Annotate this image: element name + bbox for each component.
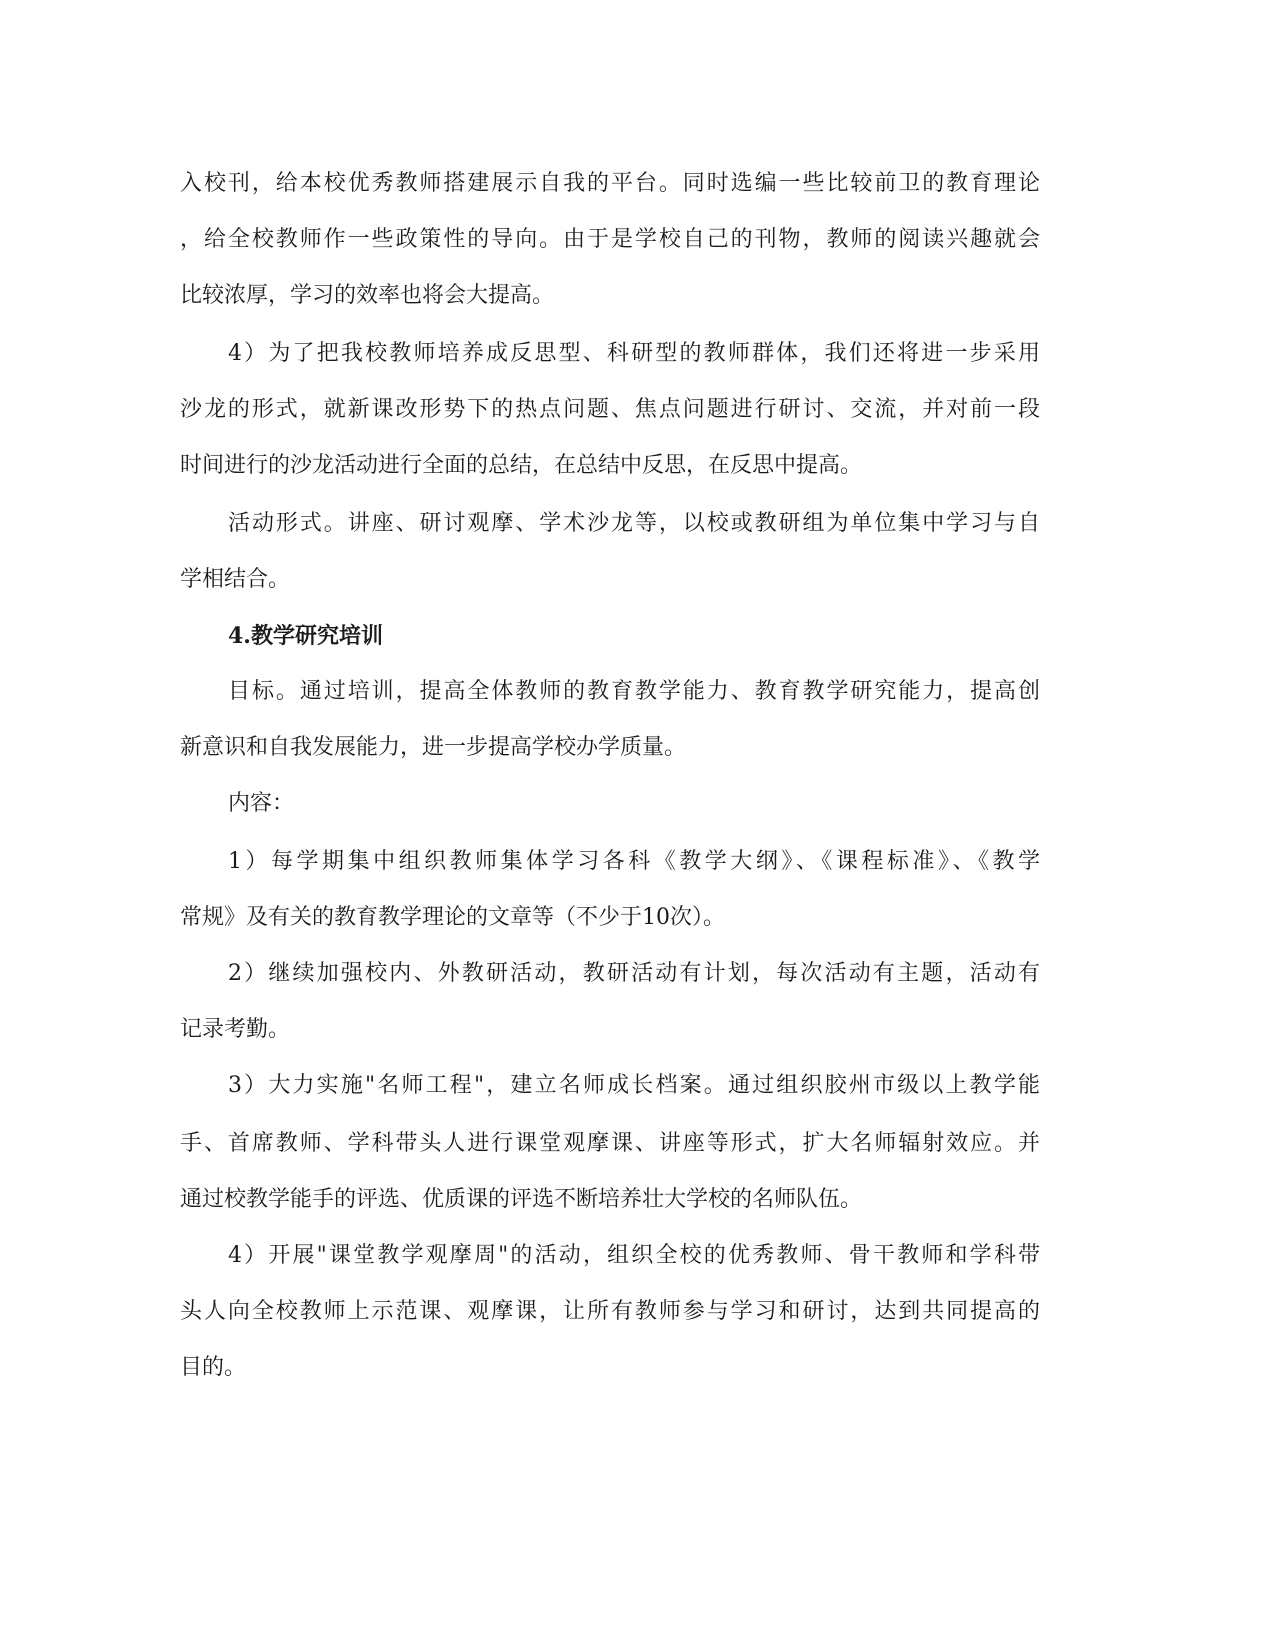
paragraph-line: 4）为了把我校教师培养成反思型、科研型的教师群体，我们还将进一步采用 xyxy=(228,341,1040,366)
paragraph-line: 时间进行的沙龙活动进行全面的总结，在总结中反思，在反思中提高。 xyxy=(180,453,863,478)
paragraph-line: 手、首席教师、学科带头人进行课堂观摩课、讲座等形式，扩大名师辐射效应。并 xyxy=(180,1131,1040,1156)
paragraph-line: 记录考勤。 xyxy=(180,1017,291,1042)
paragraph-line: 内容： xyxy=(228,791,295,816)
paragraph-line: 3）大力实施"名师工程"，建立名师成长档案。通过组织胶州市级以上教学能 xyxy=(228,1073,1040,1098)
paragraph-line: 头人向全校教师上示范课、观摩课，让所有教师参与学习和研讨，达到共同提高的 xyxy=(180,1299,1040,1324)
paragraph-line: 新意识和自我发展能力，进一步提高学校办学质量。 xyxy=(180,735,687,760)
paragraph-line: 目的。 xyxy=(180,1355,247,1380)
paragraph-line: 1）每学期集中组织教师集体学习各科《教学大纲》、《课程标准》、《教学 xyxy=(228,849,1040,874)
paragraph-line: ，给全校教师作一些政策性的导向。由于是学校自己的刊物，教师的阅读兴趣就会 xyxy=(180,227,1040,252)
paragraph-line: 2）继续加强校内、外教研活动，教研活动有计划，每次活动有主题，活动有 xyxy=(228,961,1040,986)
paragraph-line: 通过校教学能手的评选、优质课的评选不断培养壮大学校的名师队伍。 xyxy=(180,1187,863,1212)
section-heading: 4.教学研究培训 xyxy=(228,623,383,649)
paragraph-line: 常规》及有关的教育教学理论的文章等（不少于10次）。 xyxy=(180,905,725,930)
paragraph-line: 活动形式。讲座、研讨观摩、学术沙龙等，以校或教研组为单位集中学习与自 xyxy=(228,511,1040,536)
paragraph-line: 沙龙的形式，就新课改形势下的热点问题、焦点问题进行研讨、交流，并对前一段 xyxy=(180,397,1040,422)
paragraph-line: 学相结合。 xyxy=(180,567,291,592)
paragraph-line: 比较浓厚，学习的效率也将会大提高。 xyxy=(180,283,555,308)
paragraph-line: 目标。通过培训，提高全体教师的教育教学能力、教育教学研究能力，提高创 xyxy=(228,679,1040,704)
paragraph-line: 入校刊，给本校优秀教师搭建展示自我的平台。同时选编一些比较前卫的教育理论 xyxy=(180,171,1040,196)
paragraph-line: 4）开展"课堂教学观摩周"的活动，组织全校的优秀教师、骨干教师和学科带 xyxy=(228,1243,1040,1268)
